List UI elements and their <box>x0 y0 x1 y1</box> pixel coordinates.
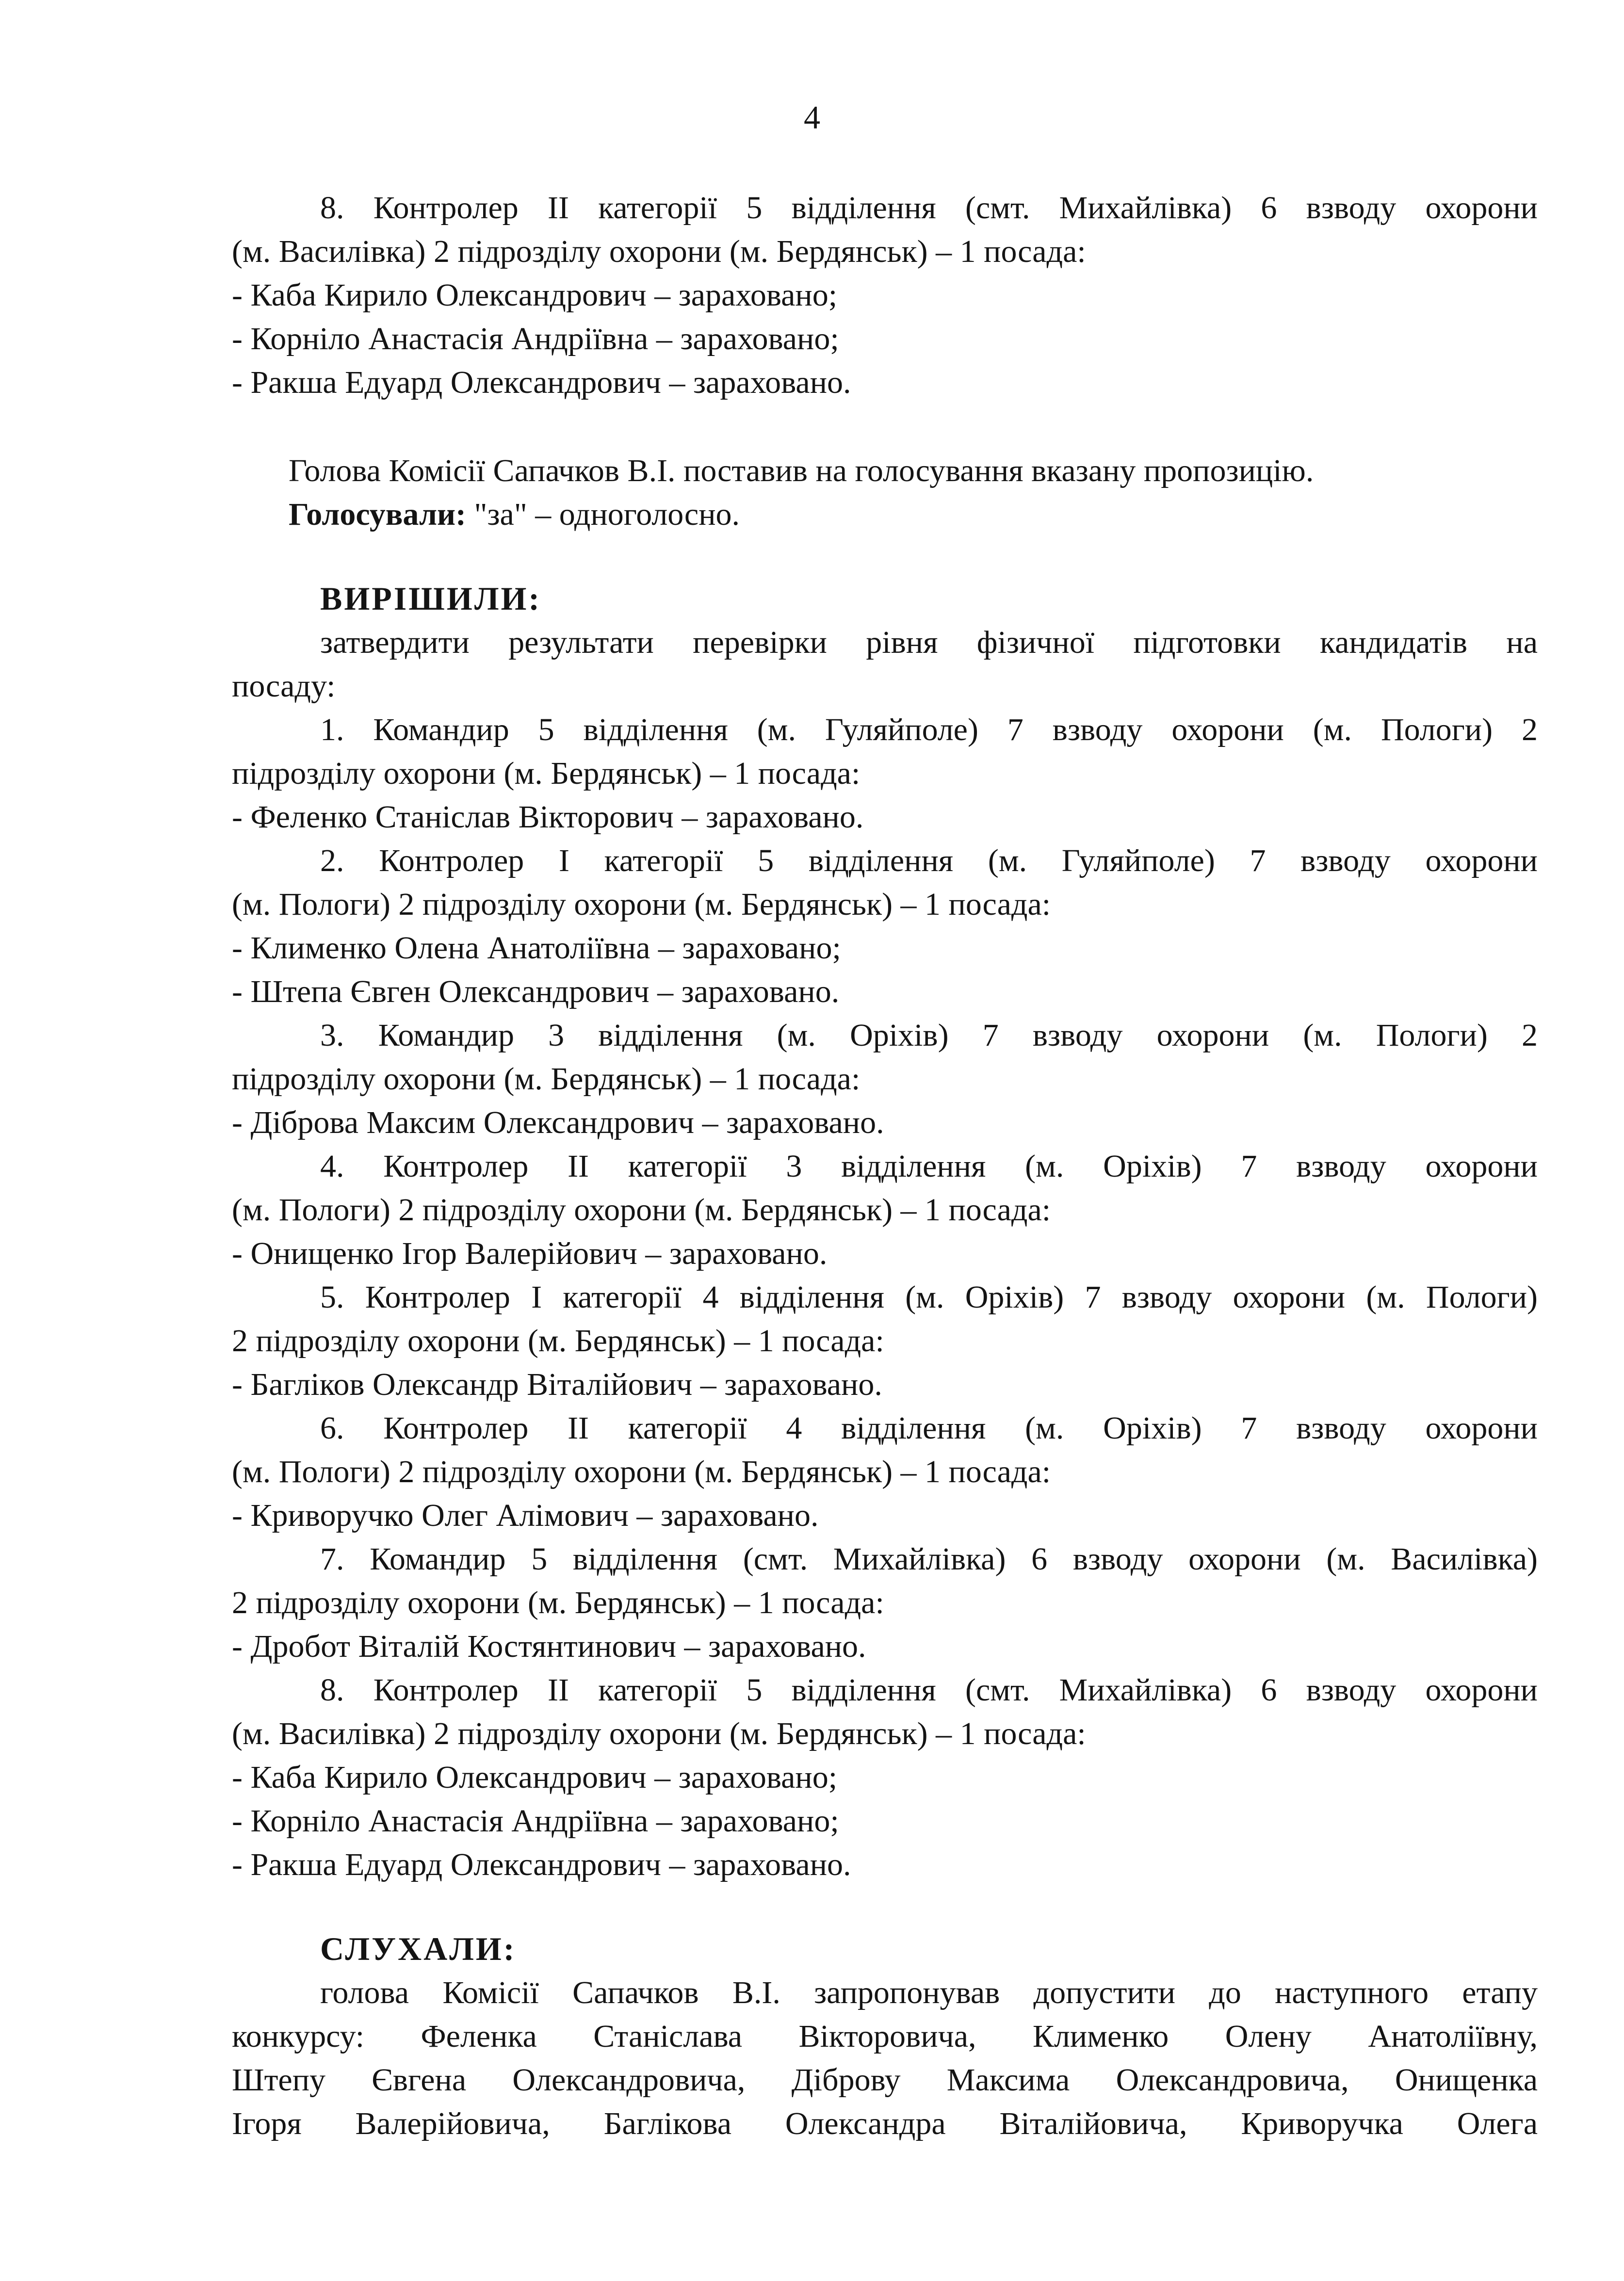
item-3-line-2: підрозділу охорони (м. Бердянськ) – 1 посада: <box>232 1061 861 1097</box>
heard-text-line: голова Комісії Сапачков В.І. запропонував допустити до наступного етапу <box>320 1975 1538 2010</box>
item-4-line-1: 4. Контролер II категорії 3 відділення (м. Оріхів) 7 взводу охорони <box>320 1149 1538 1184</box>
item-2-line-2: (м. Пологи) 2 підрозділу охорони (м. Бердянськ) – 1 посада: <box>232 887 1051 922</box>
item-1-line-2: підрозділу охорони (м. Бердянськ) – 1 посада: <box>232 756 861 791</box>
heard-text-line: Ігоря Валерійовича, Баглікова Олександра Віталійовича, Криворучка Олега <box>232 2106 1538 2141</box>
heard-text-line: Штепу Євгена Олександровича, Діброву Максима Олександровича, Онищенка <box>232 2062 1538 2098</box>
item-7-line-1: 7. Командир 5 відділення (смт. Михайлівка) 6 взводу охорони (м. Василівка) <box>320 1541 1538 1577</box>
item-6-line-2: (м. Пологи) 2 підрозділу охорони (м. Бердянськ) – 1 посада: <box>232 1454 1051 1489</box>
page-number: 4 <box>804 99 820 136</box>
item-5-line-1: 5. Контролер I категорії 4 відділення (м. Оріхів) 7 взводу охорони (м. Пологи) <box>320 1279 1538 1315</box>
vote-result-line <box>289 499 1538 531</box>
candidate-line: - Корніло Анастасія Андріївна – зараховано; <box>232 1803 839 1839</box>
candidate-line: - Клименко Олена Анатоліївна – зараховано; <box>232 930 841 966</box>
vote-label: Голосували: <box>289 497 467 532</box>
candidate-line: - Штепа Євген Олександрович – зараховано. <box>232 974 840 1009</box>
candidate-line: - Дробот Віталій Костянтинович – зараховано. <box>232 1629 866 1664</box>
candidate-line: - Каба Кирило Олександрович – зараховано; <box>232 1760 838 1795</box>
position-8-line-1: 8. Контролер II категорії 5 відділення (смт. Михайлівка) 6 взводу охорони <box>320 190 1538 226</box>
candidate-line: - Криворучко Олег Алімович – зараховано. <box>232 1498 819 1533</box>
decided-heading: ВИРІШИЛИ: <box>320 580 542 617</box>
candidate-line: - Ракша Едуард Олександрович – зараховано. <box>232 1847 851 1882</box>
item-3-line-1: 3. Командир 3 відділення (м. Оріхів) 7 взводу охорони (м. Пологи) 2 <box>320 1018 1538 1053</box>
item-5-line-2: 2 підрозділу охорони (м. Бердянськ) – 1 посада: <box>232 1323 884 1359</box>
decided-text-line-1: затвердити результати перевірки рівня фізичної підготовки кандидатів на <box>320 625 1538 660</box>
item-2-line-1: 2. Контролер I категорії 5 відділення (м. Гуляйполе) 7 взводу охорони <box>320 843 1538 878</box>
vote-value: "за" – одноголосно. <box>466 497 740 532</box>
candidate-line: - Корніло Анастасія Андріївна – зараховано; <box>232 321 839 356</box>
item-7-line-2: 2 підрозділу охорони (м. Бердянськ) – 1 посада: <box>232 1585 884 1620</box>
candidate-line: - Ракша Едуард Олександрович – зараховано. <box>232 365 851 400</box>
candidate-line: - Феленко Станіслав Вікторович – зараховано. <box>232 799 864 835</box>
candidate-line: - Багліков Олександр Віталійович – зараховано. <box>232 1367 882 1402</box>
position-8-line-2: (м. Василівка) 2 підрозділу охорони (м. Бердянськ) – 1 посада: <box>232 234 1086 269</box>
item-1-line-1: 1. Командир 5 відділення (м. Гуляйполе) 7 взводу охорони (м. Пологи) 2 <box>320 712 1538 747</box>
heard-heading: СЛУХАЛИ: <box>320 1930 517 1967</box>
item-6-line-1: 6. Контролер II категорії 4 відділення (м. Оріхів) 7 взводу охорони <box>320 1410 1538 1446</box>
candidate-line: - Діброва Максим Олександрович – зараховано. <box>232 1105 884 1140</box>
vote-proposal-line: Голова Комісії Сапачков В.І. поставив на голосування вказану пропозицію. <box>289 453 1314 488</box>
decided-text-line-2: посаду: <box>232 668 336 704</box>
candidate-line: - Каба Кирило Олександрович – зараховано; <box>232 277 838 313</box>
item-4-line-2: (м. Пологи) 2 підрозділу охорони (м. Бердянськ) – 1 посада: <box>232 1192 1051 1228</box>
item-8-line-2: (м. Василівка) 2 підрозділу охорони (м. Бердянськ) – 1 посада: <box>232 1716 1086 1751</box>
heard-text-line: конкурсу: Феленка Станіслава Вікторовича, Клименко Олену Анатоліївну, <box>232 2019 1538 2054</box>
item-8-line-1: 8. Контролер II категорії 5 відділення (смт. Михайлівка) 6 взводу охорони <box>320 1672 1538 1708</box>
candidate-line: - Онищенко Ігор Валерійович – зараховано. <box>232 1236 828 1271</box>
